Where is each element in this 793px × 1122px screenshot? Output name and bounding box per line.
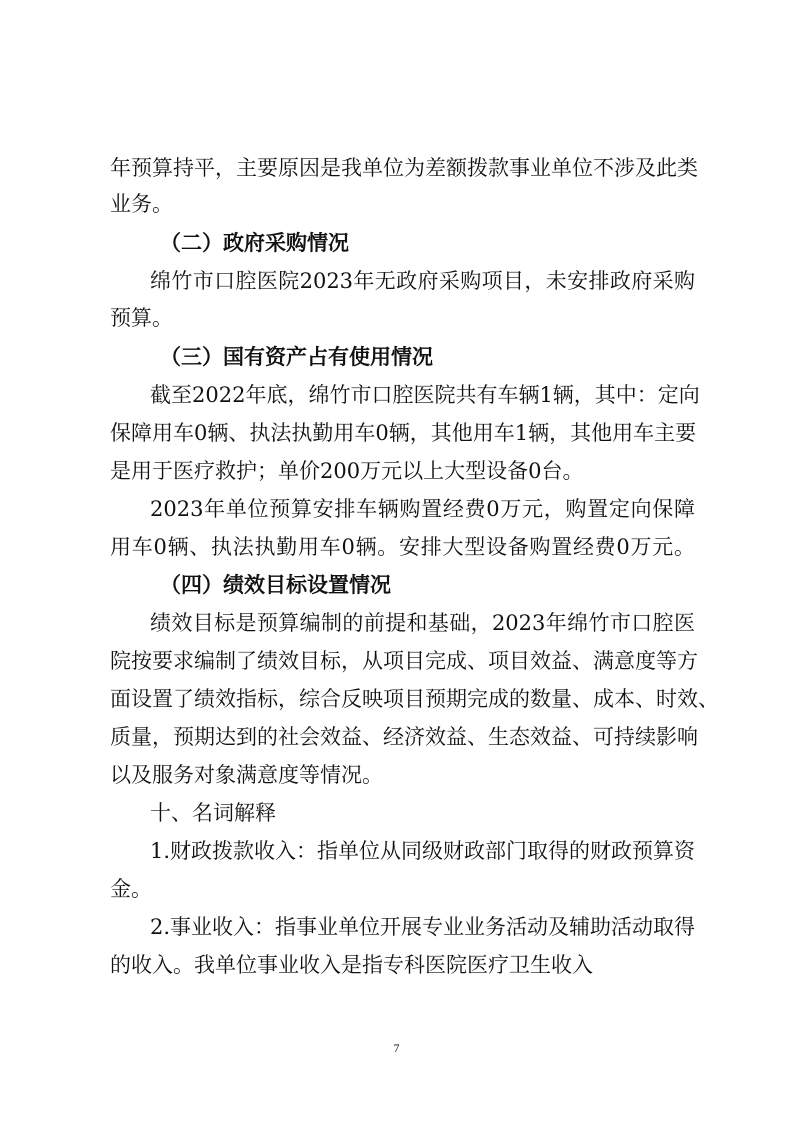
paragraph-line: 是用于医疗救护；单价200万元以上大型设备0台。 — [110, 459, 584, 483]
section-heading-state-assets: （三）国有资产占有使用情况 — [160, 345, 433, 369]
paragraph-line: 截至2022年底，绵竹市口腔医院共有车辆1辆，其中：定向 — [150, 383, 700, 407]
paragraph-line: 以及服务对象满意度等情况。 — [110, 763, 383, 787]
paragraph-line: 2.事业收入：指事业单位开展专业业务活动及辅助活动取得 — [150, 915, 696, 939]
paragraph-line: 的收入。我单位事业收入是指专科医院医疗卫生收入 — [110, 953, 593, 977]
paragraph-line: 质量，预期达到的社会效益、经济效益、生态效益、可持续影响 — [110, 725, 698, 749]
paragraph-line: 绵竹市口腔医院2023年无政府采购项目，未安排政府采购 — [150, 269, 695, 293]
paragraph-line: 金。 — [110, 877, 152, 901]
paragraph-line: 绩效目标是预算编制的前提和基础，2023年绵竹市口腔医 — [150, 611, 695, 635]
paragraph-line: 预算。 — [110, 306, 173, 330]
section-heading-performance-targets: （四）绩效目标设置情况 — [160, 573, 391, 597]
paragraph-line: 年预算持平，主要原因是我单位为差额拨款事业单位不涉及此类 — [110, 156, 698, 180]
paragraph-line: 院按要求编制了绩效目标，从项目完成、项目效益、满意度等方 — [110, 649, 698, 673]
paragraph-line: 保障用车0辆、执法执勤用车0辆，其他用车1辆，其他用车主要 — [110, 421, 697, 445]
paragraph-line: 用车0辆、执法执勤用车0辆。安排大型设备购置经费0万元。 — [110, 535, 695, 559]
page-number: 7 — [393, 1041, 400, 1055]
section-heading-glossary: 十、名词解释 — [150, 801, 276, 825]
section-heading-government-procurement: （二）政府采购情况 — [160, 231, 349, 255]
paragraph-line: 业务。 — [110, 192, 173, 216]
paragraph-line: 1.财政拨款收入：指单位从同级财政部门取得的财政预算资 — [150, 839, 696, 863]
paragraph-line: 2023年单位预算安排车辆购置经费0万元，购置定向保障 — [150, 497, 695, 521]
paragraph-line: 面设置了绩效指标，综合反映项目预期完成的数量、成本、时效、 — [110, 687, 719, 711]
